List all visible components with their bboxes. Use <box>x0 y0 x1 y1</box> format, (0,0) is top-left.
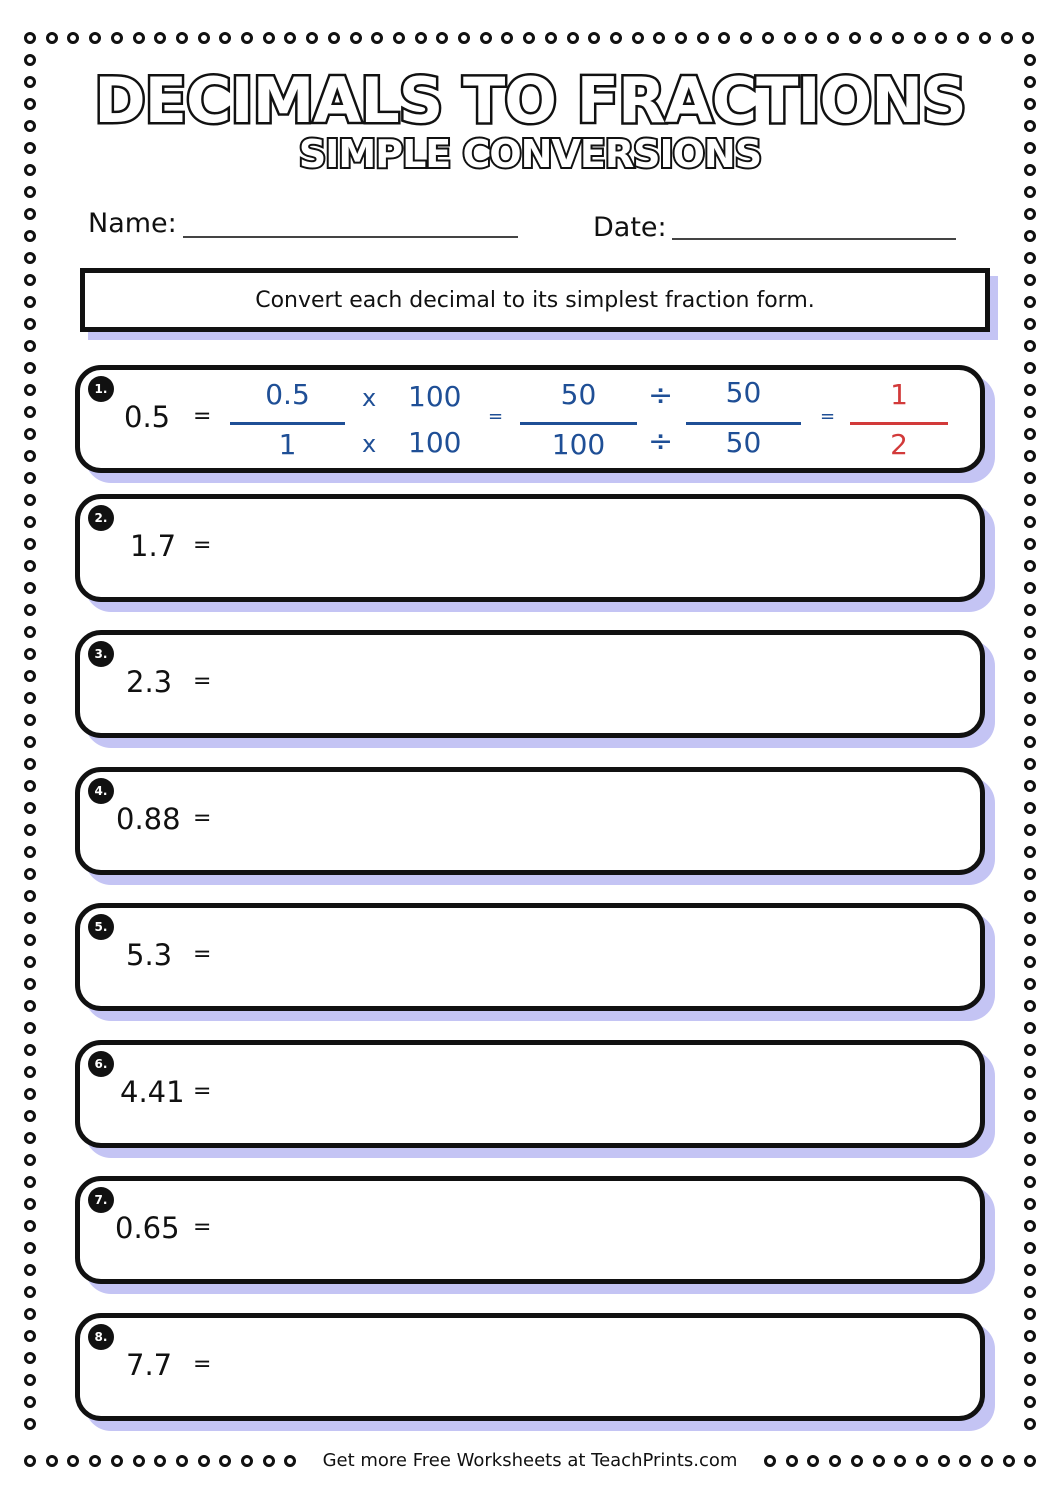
border-dot-icon <box>1024 1022 1036 1034</box>
border-dot-icon <box>718 32 730 44</box>
border-dot-icon <box>67 32 79 44</box>
problem-number-badge: 7. <box>88 1187 114 1213</box>
problem-number-badge: 5. <box>88 914 114 940</box>
problem-number-badge: 1. <box>88 376 114 402</box>
fraction-answer <box>850 378 948 468</box>
border-dot-icon <box>1024 1330 1036 1342</box>
denominator: 100 <box>551 428 606 461</box>
border-dot-icon <box>1024 54 1036 66</box>
border-dot-icon <box>740 32 752 44</box>
problem-example <box>75 365 985 473</box>
border-dot-icon <box>1024 978 1036 990</box>
border-dot-icon <box>24 186 36 198</box>
border-dot-icon <box>1024 296 1036 308</box>
fraction-step2 <box>520 378 637 468</box>
border-dot-icon <box>24 1022 36 1034</box>
border-dot-icon <box>1024 1044 1036 1056</box>
equals-sign: = <box>193 1352 212 1377</box>
border-dot-icon <box>1024 890 1036 902</box>
border-dot-icon <box>1024 340 1036 352</box>
border-dot-icon <box>1024 1352 1036 1364</box>
problem-5[interactable] <box>75 903 985 1011</box>
border-dot-icon <box>415 32 427 44</box>
border-dot-icon <box>24 208 36 220</box>
border-dot-icon <box>914 32 926 44</box>
divide-op-bottom: ÷ <box>648 424 674 459</box>
border-dot-icon <box>1024 1286 1036 1298</box>
border-dot-icon <box>1024 1264 1036 1276</box>
equals-sign: = <box>193 533 212 558</box>
border-dot-icon <box>697 32 709 44</box>
border-dot-icon <box>24 890 36 902</box>
fraction-bar <box>230 422 345 425</box>
numerator: 50 <box>560 378 597 411</box>
border-dot-icon <box>1024 868 1036 880</box>
border-dot-icon <box>263 32 275 44</box>
border-dot-icon <box>805 32 817 44</box>
border-dot-icon <box>24 1110 36 1122</box>
border-dot-icon <box>545 32 557 44</box>
multiplier-top: 100 <box>408 380 462 413</box>
border-dot-icon <box>24 736 36 748</box>
border-dot-icon <box>24 340 36 352</box>
border-dot-icon <box>350 32 362 44</box>
border-dot-icon <box>24 1044 36 1056</box>
border-dot-icon <box>24 1154 36 1166</box>
divide-op-top: ÷ <box>648 378 674 413</box>
border-dot-icon <box>24 54 36 66</box>
border-dot-icon <box>1024 274 1036 286</box>
border-dot-icon <box>1024 758 1036 770</box>
border-dot-icon <box>24 1330 36 1342</box>
footer-link[interactable]: Get more Free Worksheets at TeachPrints.com <box>322 1450 738 1471</box>
border-dot-icon <box>24 1352 36 1364</box>
border-dot-icon <box>1024 1418 1036 1430</box>
border-dot-icon <box>1024 692 1036 704</box>
problem-number-badge: 3. <box>88 641 114 667</box>
border-dot-icon <box>24 32 36 44</box>
numerator: 0.5 <box>265 378 310 411</box>
name-label: Name: <box>88 208 177 239</box>
border-dot-icon <box>24 582 36 594</box>
equals-sign: = <box>193 404 212 429</box>
fraction-divisor <box>686 376 801 466</box>
border-dot-icon <box>306 32 318 44</box>
border-dot-icon <box>24 450 36 462</box>
border-dot-icon <box>588 32 600 44</box>
equals-sign: = <box>193 1079 212 1104</box>
border-dot-icon <box>1024 472 1036 484</box>
border-dot-icon <box>762 32 774 44</box>
problem-4[interactable] <box>75 767 985 875</box>
border-dot-icon <box>458 32 470 44</box>
border-dot-icon <box>24 780 36 792</box>
border-dot-icon <box>1024 626 1036 638</box>
border-dot-icon <box>393 32 405 44</box>
border-dot-icon <box>24 1308 36 1320</box>
problem-decimal: 2.3 <box>126 665 173 699</box>
border-dot-icon <box>1024 252 1036 264</box>
border-dot-icon <box>24 670 36 682</box>
border-dot-icon <box>24 494 36 506</box>
page-title: DECIMALS TO FRACTIONS <box>94 64 966 137</box>
border-dot-icon <box>523 32 535 44</box>
problem-7[interactable] <box>75 1176 985 1284</box>
border-dot-icon <box>24 824 36 836</box>
border-dot-icon <box>1024 230 1036 242</box>
page-subtitle: SIMPLE CONVERSIONS <box>298 132 762 176</box>
border-dot-icon <box>24 956 36 968</box>
border-dot-icon <box>1024 1176 1036 1188</box>
equals-sign: = <box>820 406 836 427</box>
border-dot-icon <box>1024 538 1036 550</box>
border-dot-icon <box>480 32 492 44</box>
border-dot-icon <box>1024 582 1036 594</box>
multiply-op-bottom: x <box>362 430 377 458</box>
border-dot-icon <box>1024 1242 1036 1254</box>
border-dot-icon <box>1024 1374 1036 1386</box>
border-dot-icon <box>1024 802 1036 814</box>
border-dot-icon <box>24 1066 36 1078</box>
border-dot-icon <box>24 934 36 946</box>
border-dot-icon <box>1024 934 1036 946</box>
equals-sign: = <box>488 406 504 427</box>
border-dot-icon <box>241 32 253 44</box>
border-dot-icon <box>24 626 36 638</box>
border-dot-icon <box>24 318 36 330</box>
border-dot-icon <box>24 296 36 308</box>
border-dot-icon <box>1024 1000 1036 1012</box>
border-dot-icon <box>24 692 36 704</box>
border-dot-icon <box>610 32 622 44</box>
border-dot-icon <box>632 32 644 44</box>
border-dot-icon <box>24 384 36 396</box>
fraction-bar <box>850 422 948 425</box>
border-dot-icon <box>1024 670 1036 682</box>
problem-number-badge: 8. <box>88 1324 114 1350</box>
problem-decimal: 1.7 <box>130 529 177 563</box>
border-dot-icon <box>501 32 513 44</box>
border-dot-icon <box>133 32 145 44</box>
border-dot-icon <box>957 32 969 44</box>
border-dot-icon <box>24 516 36 528</box>
border-dot-icon <box>89 32 101 44</box>
equals-sign: = <box>193 669 212 694</box>
border-dot-icon <box>24 1198 36 1210</box>
border-dot-icon <box>284 32 296 44</box>
border-dot-icon <box>24 252 36 264</box>
border-dot-icon <box>24 406 36 418</box>
problem-2[interactable] <box>75 494 985 602</box>
instructions-text: Convert each decimal to its simplest fraction form. <box>255 287 815 313</box>
problem-number-badge: 4. <box>88 778 114 804</box>
border-dot-icon <box>675 32 687 44</box>
border-dot-icon <box>1024 780 1036 792</box>
border-dot-icon <box>1024 956 1036 968</box>
problem-number-badge: 6. <box>88 1051 114 1077</box>
fraction-bar <box>520 422 637 425</box>
border-dot-icon <box>371 32 383 44</box>
border-dot-icon <box>1024 714 1036 726</box>
border-dot-icon <box>24 1418 36 1430</box>
border-dot-icon <box>24 912 36 924</box>
border-dot-icon <box>1024 362 1036 374</box>
border-dot-icon <box>24 1220 36 1232</box>
border-dot-icon <box>24 868 36 880</box>
date-label: Date: <box>593 212 667 243</box>
problem-decimal: 7.7 <box>126 1348 173 1382</box>
border-dot-icon <box>24 538 36 550</box>
border-dot-icon <box>328 32 340 44</box>
border-dot-icon <box>1024 406 1036 418</box>
border-dot-icon <box>24 1396 36 1408</box>
equals-sign: = <box>193 1215 212 1240</box>
border-dot-icon <box>979 32 991 44</box>
border-dot-icon <box>1024 912 1036 924</box>
border-dot-icon <box>1024 1308 1036 1320</box>
border-dot-icon <box>653 32 665 44</box>
border-dot-icon <box>1024 560 1036 572</box>
border-dot-icon <box>198 32 210 44</box>
border-dot-icon <box>1024 824 1036 836</box>
border-dot-icon <box>24 560 36 572</box>
problem-6[interactable] <box>75 1040 985 1148</box>
equals-sign: = <box>193 942 212 967</box>
fraction-step1 <box>230 378 345 468</box>
border-dot-icon <box>24 1374 36 1386</box>
border-dot-icon <box>1024 318 1036 330</box>
border-dot-icon <box>1024 1198 1036 1210</box>
problem-decimal: 0.88 <box>116 802 181 836</box>
border-dot-icon <box>892 32 904 44</box>
problem-8[interactable] <box>75 1313 985 1421</box>
border-dot-icon <box>1024 1110 1036 1122</box>
border-dot-icon <box>24 362 36 374</box>
border-dot-icon <box>111 32 123 44</box>
border-dot-icon <box>1024 516 1036 528</box>
border-dot-icon <box>1024 604 1036 616</box>
border-dot-icon <box>24 1088 36 1100</box>
problem-3[interactable] <box>75 630 985 738</box>
border-dot-icon <box>784 32 796 44</box>
border-dot-icon <box>1024 1066 1036 1078</box>
border-dot-icon <box>935 32 947 44</box>
border-dot-icon <box>849 32 861 44</box>
problem-decimal: 4.41 <box>120 1075 185 1109</box>
multiplier-bottom: 100 <box>408 426 462 459</box>
instructions-box <box>80 268 990 332</box>
border-dot-icon <box>24 1264 36 1276</box>
numerator: 50 <box>725 376 762 409</box>
border-dot-icon <box>24 230 36 242</box>
border-dot-icon <box>1024 648 1036 660</box>
border-dot-icon <box>176 32 188 44</box>
denominator: 1 <box>278 428 297 461</box>
border-dot-icon <box>24 714 36 726</box>
problem-decimal: 0.5 <box>124 400 171 434</box>
problem-decimal: 5.3 <box>126 938 173 972</box>
border-dot-icon <box>24 1132 36 1144</box>
border-dot-icon <box>219 32 231 44</box>
fraction-bar <box>686 422 801 425</box>
equals-sign: = <box>193 806 212 831</box>
border-dot-icon <box>24 428 36 440</box>
border-dot-icon <box>24 648 36 660</box>
problem-number-badge: 2. <box>88 505 114 531</box>
border-dot-icon <box>1024 208 1036 220</box>
border-dot-icon <box>1024 846 1036 858</box>
border-dot-icon <box>827 32 839 44</box>
border-dot-icon <box>1022 32 1034 44</box>
border-dot-icon <box>1024 1154 1036 1166</box>
problem-decimal: 0.65 <box>115 1211 180 1245</box>
denominator: 2 <box>890 428 908 461</box>
border-dot-icon <box>1024 494 1036 506</box>
date-field[interactable] <box>672 238 956 240</box>
border-dot-icon <box>24 802 36 814</box>
multiply-op-top: x <box>362 384 377 412</box>
border-dot-icon <box>1024 1396 1036 1408</box>
border-dot-icon <box>1024 1132 1036 1144</box>
border-dot-icon <box>24 1286 36 1298</box>
border-dot-icon <box>24 1000 36 1012</box>
border-dot-icon <box>154 32 166 44</box>
border-dot-icon <box>436 32 448 44</box>
border-dot-icon <box>1001 32 1013 44</box>
border-dot-icon <box>1024 384 1036 396</box>
border-dot-icon <box>1024 428 1036 440</box>
border-dot-icon <box>46 32 58 44</box>
numerator: 1 <box>890 378 908 411</box>
border-dot-icon <box>1024 1088 1036 1100</box>
border-dot-icon <box>24 758 36 770</box>
border-dot-icon <box>24 274 36 286</box>
denominator: 50 <box>725 426 762 459</box>
border-dot-icon <box>870 32 882 44</box>
border-dot-icon <box>24 1176 36 1188</box>
border-dot-icon <box>24 472 36 484</box>
border-dot-icon <box>24 846 36 858</box>
border-dot-icon <box>567 32 579 44</box>
name-field[interactable] <box>183 236 518 238</box>
border-dot-icon <box>1024 1220 1036 1232</box>
border-dot-icon <box>24 604 36 616</box>
border-dot-icon <box>24 978 36 990</box>
border-dot-icon <box>1024 736 1036 748</box>
border-dot-icon <box>1024 450 1036 462</box>
border-dot-icon <box>24 1242 36 1254</box>
border-dot-icon <box>1024 186 1036 198</box>
